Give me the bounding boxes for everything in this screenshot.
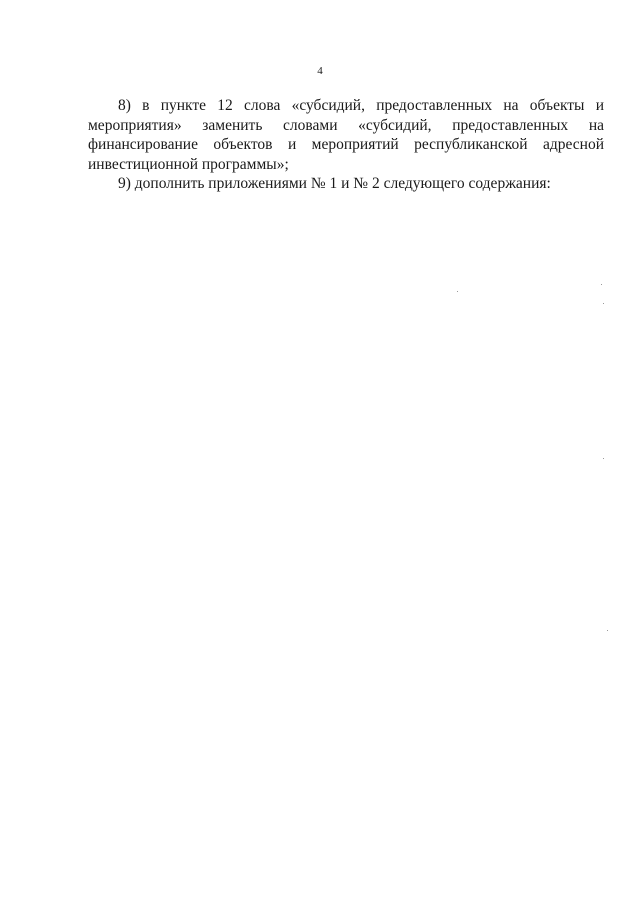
paragraph-item-8: 8) в пункте 12 слова «субсидий, предоставленных на объекты и мероприятия» заменить словами «субсидий, предоставленных на финансирование объектов и мероприятий республиканской адресной инвестиционной программы»; bbox=[88, 97, 604, 173]
scan-speck bbox=[603, 458, 604, 459]
paragraph-item-9: 9) дополнить приложениями № 1 и № 2 следующего содержания: bbox=[118, 175, 551, 192]
page-number: 4 bbox=[317, 65, 323, 77]
scan-speck bbox=[457, 291, 458, 292]
scan-speck bbox=[603, 303, 604, 304]
document-body bbox=[88, 96, 604, 194]
scan-speck bbox=[601, 284, 602, 285]
scan-speck bbox=[607, 630, 608, 631]
